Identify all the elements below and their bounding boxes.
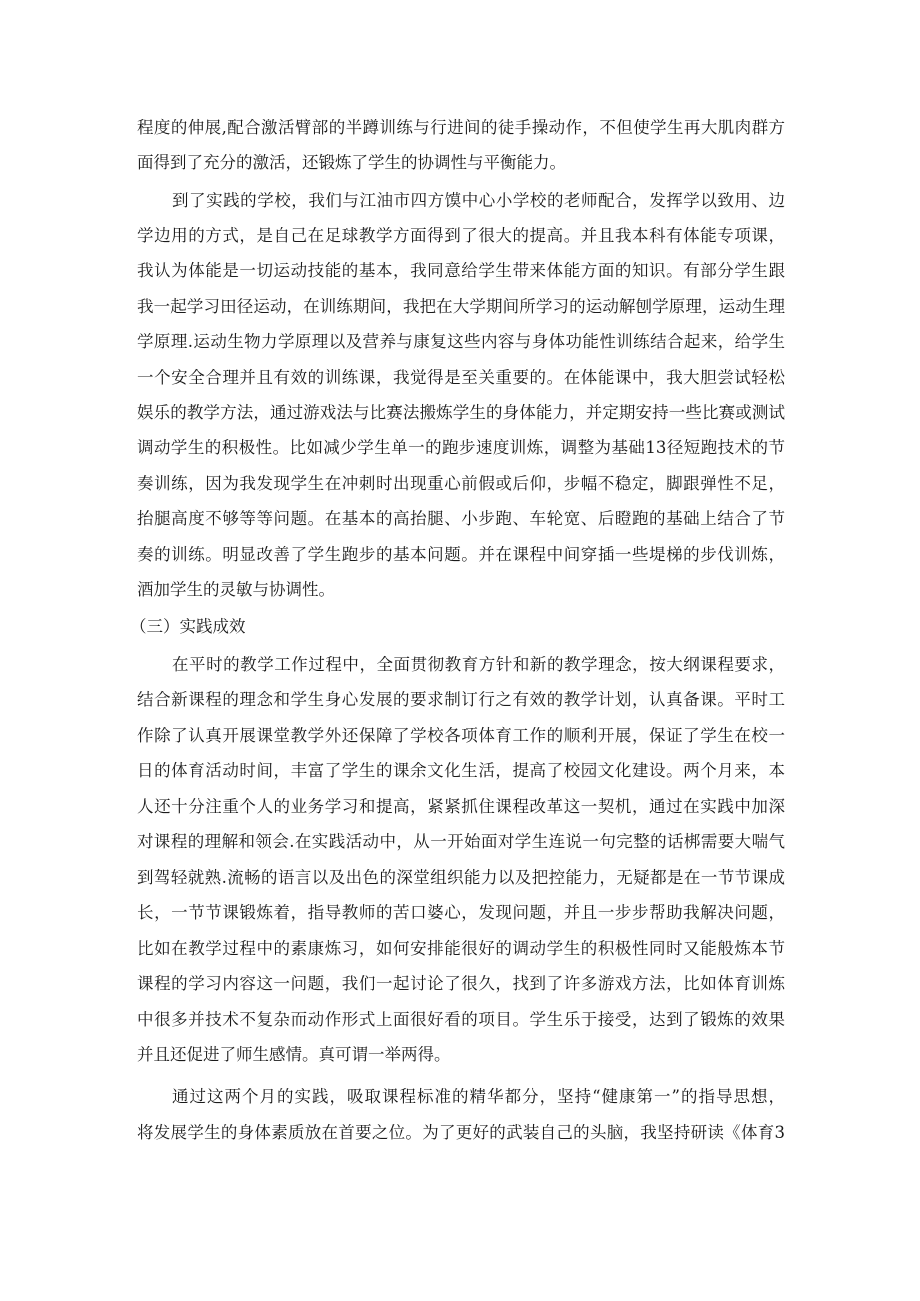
text-line: 比如在教学过程中的素康炼习，如何安排能很好的调动学生的积极性同时又能般炼本节 <box>137 939 785 958</box>
text-line: 到驾轻就熟.流畅的语言以及出色的深堂组织能力以及把控能力，无疑都是在一节节课成 <box>137 868 785 887</box>
text-line: 娱乐的教学方法，通过游戏法与比赛法搬炼学生的身体能力，并定期安持一些比赛或测试 <box>137 403 785 422</box>
text-line: 我认为体能是一切运动技能的基本，我同意给学生带来体能方面的知识。有部分学生跟 <box>137 261 785 280</box>
text-line: 抬腿高度不够等等问题。在基本的高抬腿、小步跑、车轮宽、后瞪跑的基础上结合了节 <box>137 509 785 528</box>
text-line: 将发展学生的身体素质放在首要之位。为了更好的武装自己的头脑，我坚持研读《体育3 <box>137 1123 785 1142</box>
text-line: 面得到了充分的激活，还锻炼了学生的协调性与平衡能力。 <box>137 153 566 172</box>
paragraph-first-line: 在平时的教学工作过程中，全面贯彻教育方针和新的教学理念，按大纲课程要求， <box>172 655 785 674</box>
text-line: 对课程的理解和领会.在实践活动中，从一开始面对学生连说一句完整的话梆需要大喘气 <box>137 832 785 851</box>
text-line: 我一起学习田径运动，在训练期间，我把在大学期间所学习的运动解刨学原理，运动生理 <box>137 297 785 316</box>
text-line: 奏的训练。明显改善了学生跑步的基本问题。并在课程中间穿插一些堤梯的步伐训炼， <box>137 545 785 564</box>
paragraph-first-line: 到了实践的学校，我们与江油市四方馍中心小学校的老师配合，发挥学以致用、边 <box>172 191 785 210</box>
text-line: 一个安全合理并且有效的训练课，我觉得是至关重要的。在体能课中，我大胆尝试轻松 <box>137 368 785 387</box>
text-line: 程度的伸展,配合激活臂部的半蹲训练与行进间的徒手操动作，不但使学生再大肌肉群方 <box>137 118 785 137</box>
text-line: 长，一节节课锻炼着，指导教师的苦口婆心，发现问题，并且一步步帮助我解决问题， <box>137 903 785 922</box>
paragraph-first-line: 通过这两个月的实践，吸取课程标准的精华都分，坚持“健康第一”的指导思想， <box>172 1087 785 1106</box>
text-line: 奏训练，因为我发现学生在冲刺时出现重心前假或后仰，步幅不稳定，脚跟弹性不足， <box>137 474 785 493</box>
text-line: 作除了认真开展课堂教学外还保障了学校各项体育工作的顺利开展，保证了学生在校一 <box>137 726 785 745</box>
text-line: 日的体育活动时间，丰富了学生的课余文化生活，提高了校园文化建设。两个月来，本 <box>137 761 785 780</box>
text-line: 调动学生的积极性。比如减少学生单一的跑步速度训炼，调整为基础13径短跑技术的节 <box>137 438 785 457</box>
text-line: 人还十分注重个人的业务学习和提高，紧紧抓住课程改革这一契机，通过在实践中加深 <box>137 797 785 816</box>
text-line: 并且还促进了师生感情。真可谓一举两得。 <box>137 1045 451 1064</box>
section-heading: （三）实践成效 <box>130 617 246 636</box>
text-line: 课程的学习内容这一问题，我们一起讨论了很久，找到了许多游戏方法，比如体育训炼 <box>137 974 785 993</box>
text-line: 学边用的方式，是自己在足球教学方面得到了很大的提高。并且我本科有体能专项课， <box>137 226 785 245</box>
text-line: 酒加学生的灵敏与协调性。 <box>137 580 335 599</box>
text-line: 中很多并技术不复杂而动作形式上面很好看的项目。学生乐于接受，达到了锻炼的效果 <box>137 1010 785 1029</box>
text-line: 结合新课程的理念和学生身心发展的要求制订行之有效的教学计划，认真备课。平时工 <box>137 690 785 709</box>
text-line: 学原理.运动生物力学原理以及营养与康复这些内容与身体功能性训练结合起来，给学生 <box>137 332 785 351</box>
